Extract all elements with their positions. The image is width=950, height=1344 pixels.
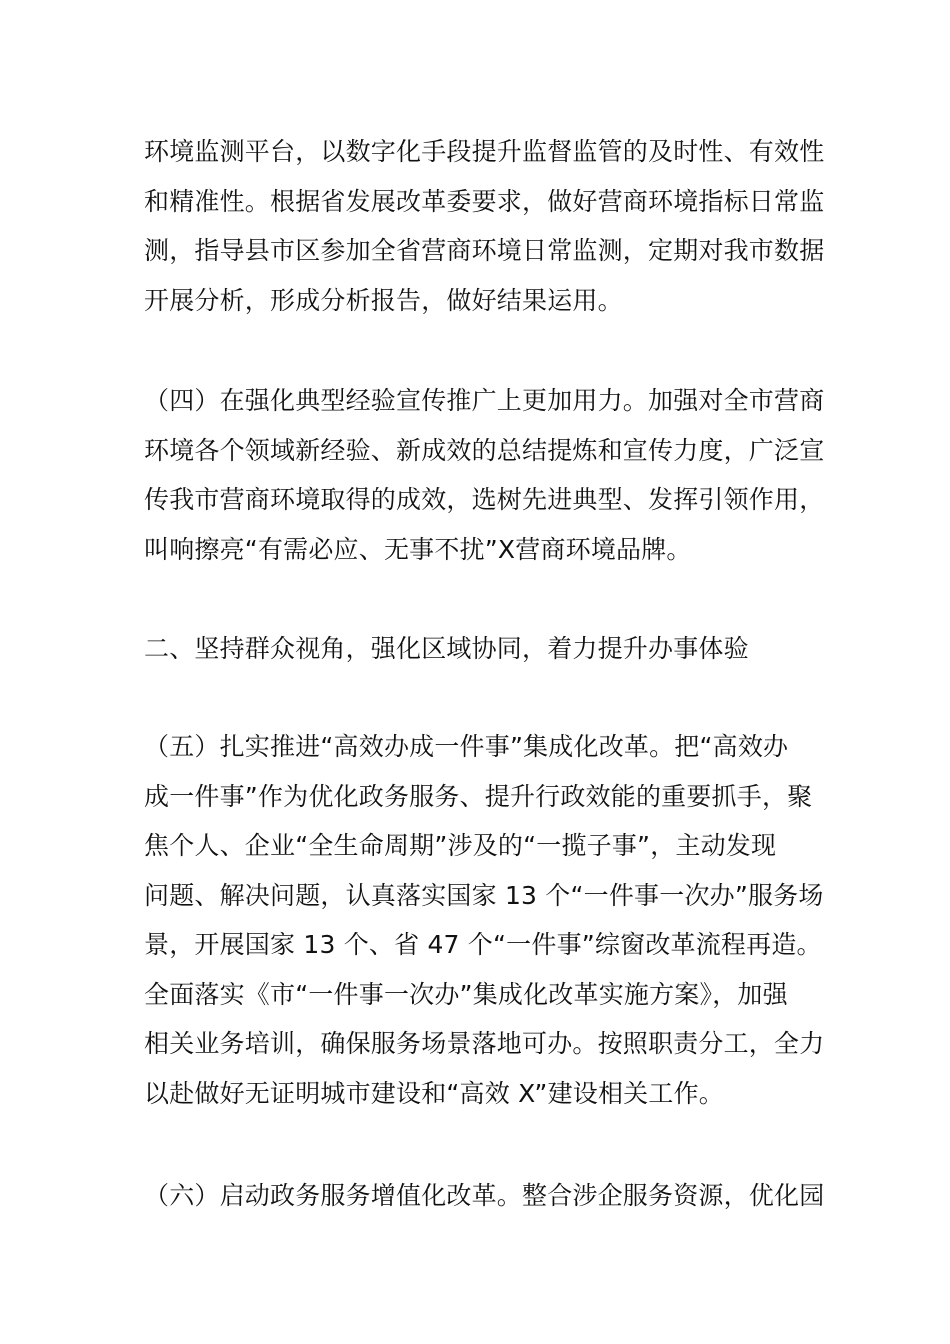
paragraph-line: 成一件事”作为优化政务服务、提升行政效能的重要抓手，聚 xyxy=(144,781,813,811)
paragraph-line: 全面落实《市“一件事一次办”集成化改革实施方案》，加强 xyxy=(144,979,788,1009)
section-heading xyxy=(144,624,814,674)
paragraph-line: （六）启动政务服务增值化改革。整合涉企服务资源，优化园 xyxy=(144,1181,825,1210)
paragraph-line: 以赴做好无证明城市建设和“高效 X”建设相关工作。 xyxy=(144,1078,724,1108)
paragraph-line: 问题、解决问题，认真落实国家 13 个“一件事一次办”服务场 xyxy=(144,880,824,910)
paragraph-line: 环境各个领域新经验、新成效的总结提炼和宣传力度，广泛宣 xyxy=(144,435,825,465)
paragraph-line: 测，指导县市区参加全省营商环境日常监测，定期对我市数据 xyxy=(144,236,825,265)
paragraph-line: 景，开展国家 13 个、省 47 个“一件事”综窗改革流程再造。 xyxy=(144,930,822,959)
paragraph-line: 相关业务培训，确保服务场景落地可办。按照职责分工，全力 xyxy=(144,1029,825,1058)
paragraph-line: 叫响擦亮“有需必应、无事不扰”X营商环境品牌。 xyxy=(144,534,692,564)
section-heading-text: 二、坚持群众视角，强化区域协同，着力提升办事体验 xyxy=(144,634,749,663)
paragraph-line: （四）在强化典型经验宣传推广上更加用力。加强对全市营商 xyxy=(144,386,825,415)
paragraph-line: 传我市营商环境取得的成效，选树先进典型、发挥引领作用， xyxy=(144,485,825,514)
paragraph-line: （五）扎实推进“高效办成一件事”集成化改革。把“高效办 xyxy=(144,732,789,761)
paragraph-line: 和精准性。根据省发展改革委要求，做好营商环境指标日常监 xyxy=(144,186,825,216)
paragraph-publicity xyxy=(144,376,825,574)
paragraph-line: 环境监测平台，以数字化手段提升监督监管的及时性、有效性 xyxy=(144,137,825,166)
paragraph-line: 开展分析，形成分析报告，做好结果运用。 xyxy=(144,285,623,315)
paragraph-one-thing-reform xyxy=(144,722,825,1118)
paragraph-line: 焦个人、企业“全生命周期”涉及的“一揽子事”，主动发现 xyxy=(144,831,777,860)
paragraph-value-added-reform xyxy=(144,1171,825,1221)
paragraph-monitoring xyxy=(144,127,825,325)
